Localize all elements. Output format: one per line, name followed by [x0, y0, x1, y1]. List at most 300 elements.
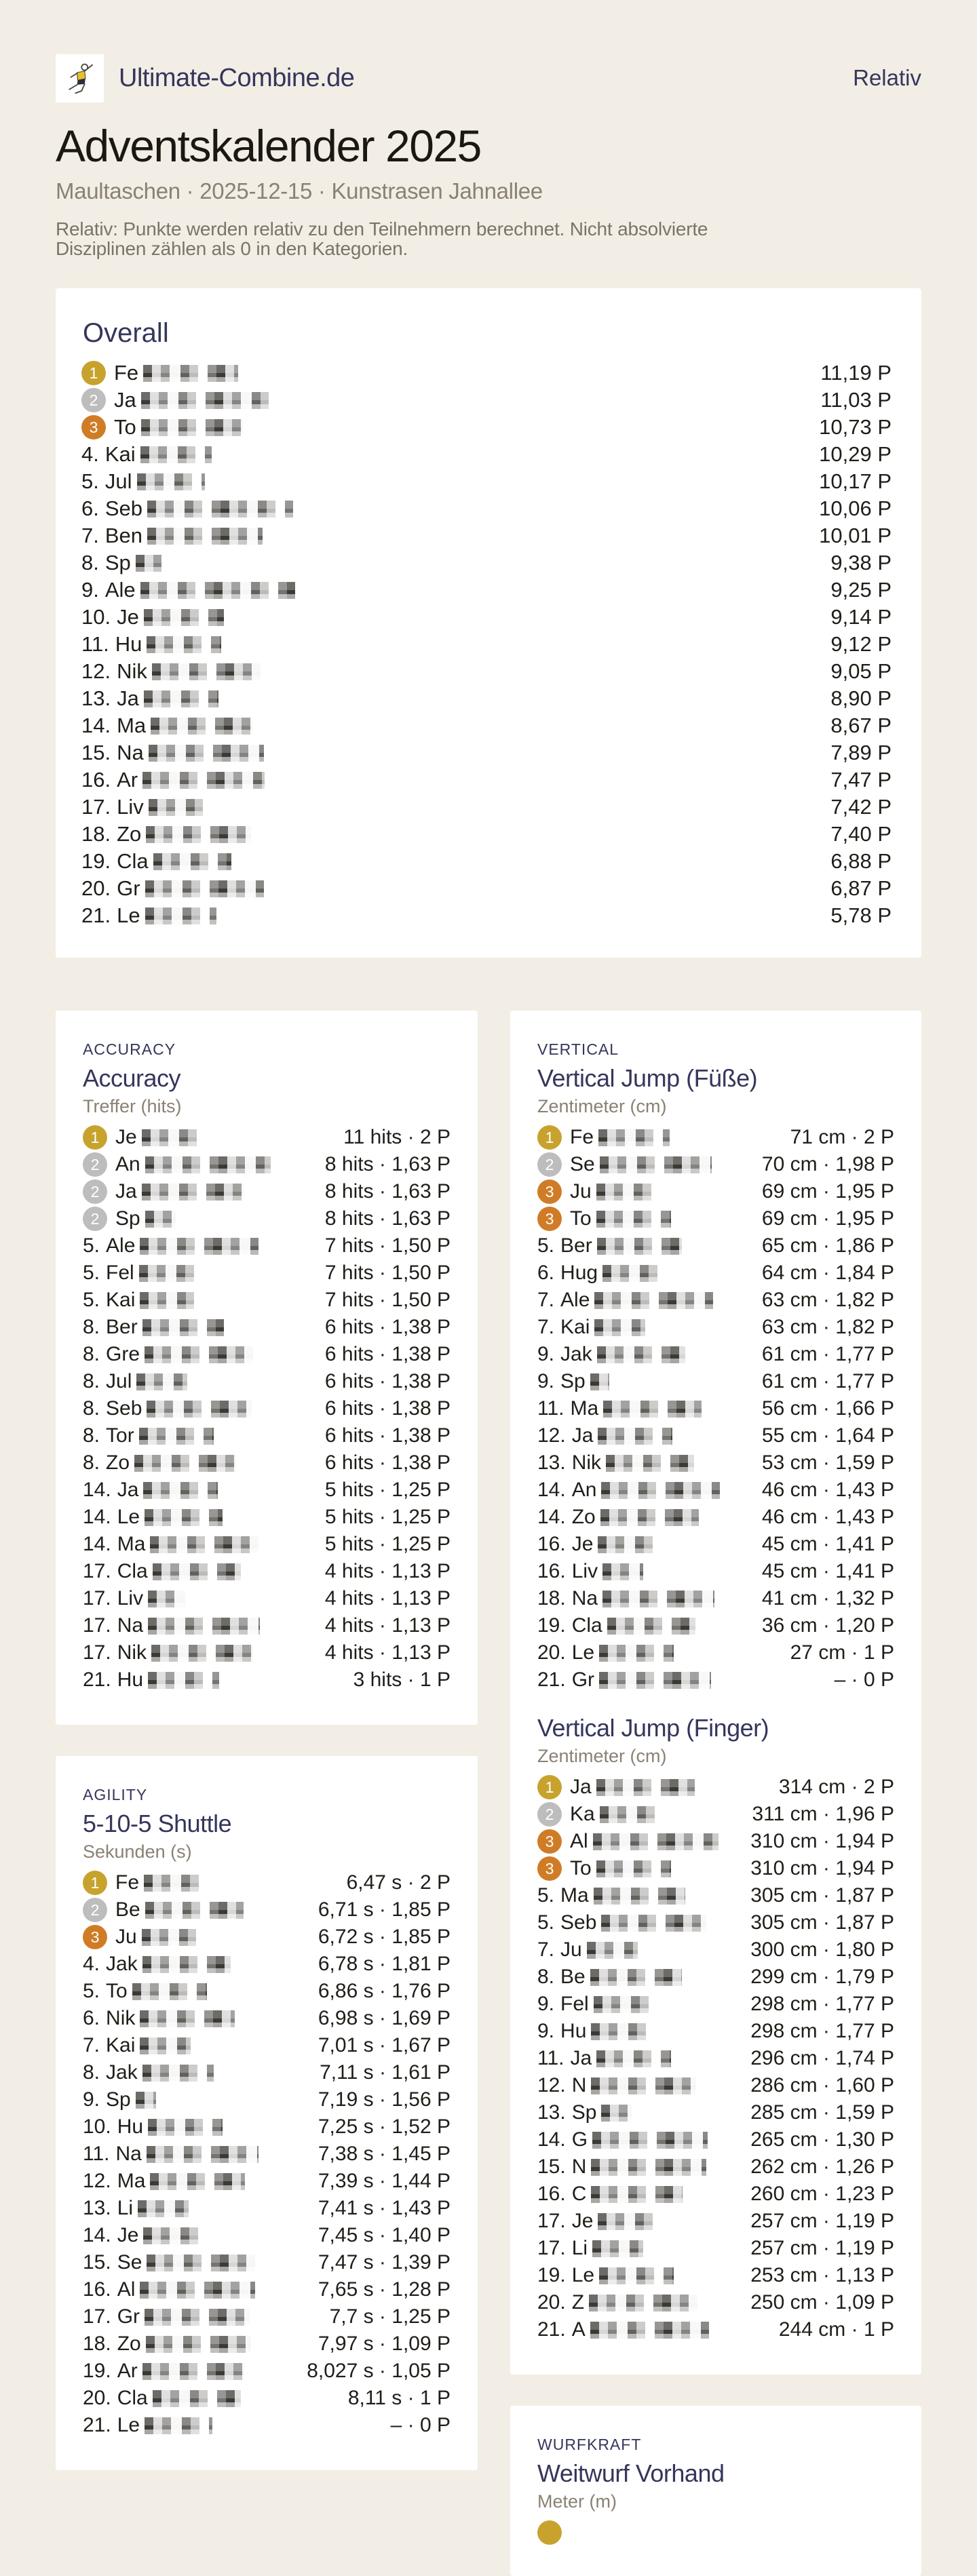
rank-badge-number: 1 — [545, 1128, 554, 1146]
rank-badge-number: 2 — [90, 1900, 100, 1919]
left-column — [56, 1011, 478, 2470]
leaderboard-row — [83, 2330, 451, 2358]
athlete-name-prefix: Je — [115, 1126, 137, 1149]
athlete-name-prefix: Zo — [117, 822, 142, 846]
athlete-name-prefix: Nik — [106, 2007, 136, 2030]
leaderboard-row — [81, 387, 892, 414]
result-value: 298 cm · 1,77 P — [750, 2020, 894, 2043]
rank-badge-number: 2 — [89, 391, 98, 409]
leaderboard-row — [83, 2222, 451, 2249]
athlete-name-prefix: Zo — [106, 1451, 130, 1475]
leaderboard-row — [81, 468, 892, 495]
rank-number: 7. — [537, 1316, 555, 1339]
rank-number: 8. — [83, 1424, 100, 1447]
rank-badge — [83, 1871, 107, 1895]
result-value: 310 cm · 1,94 P — [750, 1830, 894, 1853]
rank-number: 14. — [83, 2224, 111, 2247]
rank-number: 21. — [537, 1668, 566, 1692]
rank-badge — [83, 1152, 107, 1177]
rank-badge — [537, 1125, 562, 1150]
athlete-name-prefix: Z — [571, 2291, 585, 2314]
athlete-name-redacted — [151, 1645, 253, 1662]
rank-number: 16. — [83, 2278, 111, 2301]
athlete-name-prefix: Cla — [117, 1560, 148, 1583]
overall-list — [81, 359, 892, 929]
athlete-name-redacted — [150, 2173, 245, 2190]
result-value: 5 hits · 1,25 P — [324, 1479, 451, 1502]
athlete-name-prefix: Ma — [570, 1397, 599, 1420]
leaderboard-row — [81, 522, 892, 549]
athlete-name-redacted — [594, 1888, 685, 1905]
result-value: 63 cm · 1,82 P — [761, 1316, 894, 1339]
leaderboard-row — [537, 1801, 894, 1828]
rank-number: 12. — [537, 2074, 566, 2097]
leaderboard-row — [83, 1341, 451, 1368]
result-value: 298 cm · 1,77 P — [750, 1993, 894, 2016]
accuracy-title: Accuracy — [83, 1064, 181, 1093]
rank-number: 9. — [537, 2020, 555, 2043]
rank-badge-number: 2 — [90, 1209, 100, 1228]
result-value: 8 hits · 1,63 P — [324, 1207, 451, 1230]
athlete-name-redacted — [596, 1211, 671, 1228]
result-value: 8,11 s · 1 P — [347, 2387, 451, 2410]
rank-number: 14. — [83, 1506, 111, 1529]
rank-number: 8. — [83, 1397, 100, 1420]
athlete-name-redacted — [144, 690, 218, 707]
rank-badge-number: 3 — [90, 1928, 100, 1946]
mode-toggle-relativ[interactable]: Relativ — [853, 65, 921, 90]
leaderboard-row — [83, 1639, 451, 1666]
leaderboard-row — [537, 1585, 894, 1612]
athlete-name-prefix: Kai — [104, 442, 136, 467]
rank-badge — [81, 415, 106, 440]
athlete-name-prefix: Ja — [114, 388, 136, 412]
rank-number: 8. — [537, 1966, 555, 1989]
jumping-athlete-logo-icon — [56, 54, 104, 102]
result-value: 7,7 s · 1,25 P — [329, 2305, 451, 2328]
athlete-name-prefix: Le — [117, 1506, 140, 1529]
leaderboard-row — [83, 2141, 451, 2168]
leaderboard-row — [537, 1531, 894, 1558]
athlete-name-redacted — [598, 1129, 670, 1146]
leaderboard-row — [81, 577, 892, 604]
leaderboard-row — [537, 1504, 894, 1531]
athlete-name-prefix: A — [571, 2318, 586, 2341]
rank-badge-number: 3 — [545, 1209, 554, 1228]
athlete-name-redacted — [594, 1996, 651, 2013]
athlete-name-prefix: Liv — [117, 795, 144, 819]
athlete-name-redacted — [145, 880, 264, 897]
athlete-name-redacted — [142, 2065, 214, 2082]
athlete-name-prefix: To — [106, 1980, 128, 2003]
result-value: 11,03 P — [820, 388, 892, 412]
leaderboard-row — [83, 1951, 451, 1978]
athlete-name-redacted — [596, 1860, 671, 1877]
leaderboard-row — [81, 848, 892, 875]
athlete-name-redacted — [599, 1645, 674, 1662]
athlete-name-redacted — [601, 1482, 720, 1499]
result-value: 61 cm · 1,77 P — [761, 1370, 894, 1393]
rank-badge-number: 2 — [90, 1182, 100, 1201]
rank-number: 16. — [81, 768, 111, 792]
page-title: Adventskalender 2025 — [56, 121, 481, 171]
result-value: 8 hits · 1,63 P — [324, 1153, 451, 1176]
accuracy-list — [83, 1124, 451, 1694]
result-value: 305 cm · 1,87 P — [750, 1911, 894, 1934]
rank-badge — [83, 1898, 107, 1922]
rank-number: 21. — [83, 2414, 111, 2437]
athlete-name-redacted — [145, 1156, 271, 1173]
athlete-name-prefix: Jak — [106, 2061, 138, 2084]
result-value: 8,67 P — [830, 714, 892, 738]
leaderboard-row — [537, 1855, 894, 1882]
vertical-finger-section — [537, 1714, 894, 2343]
leaderboard-row — [537, 1882, 894, 1909]
rank-number: 14. — [83, 1533, 111, 1556]
result-value: 257 cm · 1,19 P — [750, 2210, 894, 2233]
athlete-name-redacted — [139, 1428, 214, 1445]
athlete-name-redacted — [137, 473, 205, 490]
rank-number: 8. — [83, 1370, 100, 1393]
rank-number: 4. — [83, 1953, 100, 1976]
result-value: 4 hits · 1,13 P — [324, 1614, 451, 1637]
result-value: 10,73 P — [819, 415, 892, 440]
result-value: 69 cm · 1,95 P — [761, 1207, 894, 1230]
leaderboard-row — [83, 2385, 451, 2412]
athlete-name-prefix: Fe — [115, 1871, 140, 1894]
mode-description — [56, 219, 921, 258]
leaderboard-row — [537, 1151, 894, 1178]
athlete-name-redacted — [601, 1915, 706, 1932]
athlete-name-redacted — [142, 1184, 244, 1201]
leaderboard-row — [537, 1422, 894, 1449]
rank-number: 8. — [83, 1451, 100, 1475]
leaderboard-row — [537, 2181, 894, 2208]
leaderboard-row — [83, 2113, 451, 2141]
result-value: 6,87 P — [830, 876, 892, 901]
result-value: 285 cm · 1,59 P — [750, 2101, 894, 2124]
athlete-name-prefix: Ben — [104, 524, 143, 548]
athlete-name-prefix: Je — [117, 605, 139, 629]
athlete-name-prefix: An — [571, 1479, 597, 1502]
athlete-name-redacted — [596, 1184, 654, 1201]
athlete-name-prefix: Le — [117, 2414, 140, 2437]
athlete-name-prefix: G — [571, 2128, 588, 2151]
result-value: 7,11 s · 1,61 P — [320, 2061, 451, 2084]
vertical-eyebrow: VERTICAL — [537, 1040, 619, 1059]
rank-badge — [537, 1207, 562, 1231]
rank-number: 20. — [83, 2387, 111, 2410]
rank-number: 10. — [83, 2115, 111, 2139]
leaderboard-row — [537, 1314, 894, 1341]
athlete-name-redacted — [597, 1346, 685, 1363]
athlete-name-prefix: Le — [571, 1641, 595, 1664]
athlete-name-redacted — [145, 1509, 223, 1526]
rank-number: 12. — [537, 1424, 566, 1447]
leaderboard-row — [81, 794, 892, 821]
accuracy-unit-label: Treffer (hits) — [83, 1096, 182, 1117]
athlete-name-prefix: Ja — [117, 1479, 139, 1502]
agility-title: 5-10-5 Shuttle — [83, 1810, 232, 1838]
vertical-card — [510, 1011, 921, 2375]
leaderboard-row — [537, 2208, 894, 2235]
leaderboard-row — [537, 1991, 894, 2018]
athlete-name-redacted — [598, 2213, 662, 2230]
leaderboard-row — [83, 2032, 451, 2059]
rank-number: 5. — [537, 1911, 555, 1934]
leaderboard-row — [83, 1449, 451, 1477]
athlete-name-prefix: Be — [560, 1966, 586, 1989]
header — [56, 0, 921, 102]
athlete-name-prefix: Jul — [106, 1370, 132, 1393]
rank-number: 17. — [83, 1614, 111, 1637]
leaderboard-row — [83, 2005, 451, 2032]
result-value: 7,40 P — [830, 822, 892, 846]
rank-number: 5. — [83, 1234, 100, 1257]
result-value: 9,05 P — [830, 659, 892, 684]
agility-list — [83, 1869, 451, 2439]
leaderboard-row — [81, 902, 892, 929]
result-value: 10,01 P — [819, 524, 892, 548]
rank-number: 15. — [81, 741, 111, 765]
leaderboard-row — [83, 2059, 451, 2086]
leaderboard-row — [537, 1395, 894, 1422]
leaderboard-row — [537, 2262, 894, 2289]
rank-badge — [81, 361, 106, 385]
athlete-name-redacted — [151, 718, 252, 735]
athlete-name-redacted — [153, 1563, 241, 1580]
leaderboard-row — [83, 1232, 451, 1260]
result-value: 5,78 P — [830, 903, 892, 928]
athlete-name-redacted — [140, 2282, 255, 2299]
result-value: 65 cm · 1,86 P — [761, 1234, 894, 1257]
result-value: 305 cm · 1,87 P — [750, 1884, 894, 1907]
leaderboard-row — [537, 1178, 894, 1205]
athlete-name-prefix: Ale — [104, 578, 136, 602]
leaderboard-row — [83, 1422, 451, 1449]
athlete-name-redacted — [598, 1536, 659, 1553]
leaderboard-row — [81, 414, 892, 441]
result-value: 6 hits · 1,38 P — [324, 1343, 451, 1366]
leaderboard-row — [537, 2126, 894, 2153]
rank-number: 6. — [83, 2007, 100, 2030]
result-value: 4 hits · 1,13 P — [324, 1587, 451, 1610]
accuracy-card — [56, 1011, 478, 1725]
athlete-name-prefix: Zo — [571, 1506, 596, 1529]
leaderboard-row — [83, 1869, 451, 1896]
rank-badge — [83, 1125, 107, 1150]
result-value: 69 cm · 1,95 P — [761, 1180, 894, 1203]
rank-number: 18. — [537, 1587, 566, 1610]
athlete-name-redacted — [146, 2336, 251, 2353]
rank-number: 9. — [537, 1343, 555, 1366]
athlete-name-redacted — [603, 1401, 702, 1418]
result-value: 56 cm · 1,66 P — [761, 1397, 894, 1420]
athlete-name-redacted — [140, 582, 295, 599]
leaderboard-row — [537, 1964, 894, 1991]
rank-badge — [537, 1152, 562, 1177]
result-value: 265 cm · 1,30 P — [750, 2128, 894, 2151]
athlete-name-prefix: Hug — [560, 1262, 598, 1285]
athlete-name-prefix: Sp — [115, 1207, 140, 1230]
leaderboard-row — [83, 1124, 451, 1151]
athlete-name-prefix: Na — [571, 1587, 598, 1610]
result-value: 9,25 P — [830, 578, 892, 602]
athlete-name-prefix: Ka — [570, 1803, 595, 1826]
leaderboard-row — [83, 1151, 451, 1178]
leaderboard-row — [83, 1477, 451, 1504]
result-value: 8,027 s · 1,05 P — [307, 2360, 451, 2383]
leaderboard-row — [83, 1314, 451, 1341]
result-value: 46 cm · 1,43 P — [761, 1479, 894, 1502]
leaderboard-row — [537, 1205, 894, 1232]
athlete-name-prefix: An — [115, 1153, 140, 1176]
athlete-name-redacted — [147, 2146, 258, 2163]
vertical-finger-unit-label: Zentimeter (cm) — [537, 1746, 667, 1767]
athlete-name-prefix: Fe — [114, 361, 139, 385]
result-value: 6 hits · 1,38 P — [324, 1370, 451, 1393]
overall-title: Overall — [83, 318, 169, 349]
result-value: 7,65 s · 1,28 P — [318, 2278, 451, 2301]
rank-badge-number: 1 — [90, 1873, 100, 1892]
athlete-name-redacted — [596, 1779, 695, 1796]
result-value: 6 hits · 1,38 P — [324, 1316, 451, 1339]
athlete-name-prefix: Se — [570, 1153, 595, 1176]
athlete-name-prefix: Seb — [106, 1397, 142, 1420]
leaderboard-row — [81, 441, 892, 468]
rank-number: 5. — [81, 469, 99, 494]
rank-number: 17. — [537, 2237, 566, 2260]
leaderboard-row — [83, 2168, 451, 2195]
rank-number: 13. — [537, 2101, 566, 2124]
agility-unit-label: Sekunden (s) — [83, 1841, 192, 1862]
athlete-name-redacted — [600, 1509, 699, 1526]
rank-badge-number: 3 — [545, 1832, 554, 1850]
result-value: 7,19 s · 1,56 P — [318, 2088, 451, 2111]
athlete-name-redacted — [592, 2132, 708, 2149]
event-subtitle: Maultaschen · 2025-12-15 · Kunstrasen Jahnallee — [56, 178, 543, 203]
leaderboard-row — [81, 549, 892, 577]
athlete-name-redacted — [147, 636, 221, 653]
athlete-name-prefix: Ma — [560, 1884, 589, 1907]
rank-number: 19. — [83, 2360, 111, 2383]
result-value: 244 cm · 1 P — [778, 2318, 894, 2341]
rank-badge — [537, 1802, 562, 1827]
rank-number: 17. — [83, 1641, 111, 1664]
athlete-name-redacted — [599, 1672, 711, 1689]
mode-description-line1: Relativ: Punkte werden relativ zu den Teilnehmern berechnet. Nicht absolvierte — [56, 218, 708, 239]
result-value: 9,38 P — [830, 551, 892, 575]
athlete-name-prefix: Al — [117, 2278, 136, 2301]
result-value: 299 cm · 1,79 P — [750, 1966, 894, 1989]
athlete-name-prefix: Ju — [560, 1938, 582, 1962]
result-value: 6 hits · 1,38 P — [324, 1424, 451, 1447]
athlete-name-redacted — [599, 2267, 674, 2284]
rank-number: 16. — [537, 1560, 566, 1583]
rank-number: 6. — [81, 496, 99, 521]
result-value: 10,29 P — [819, 442, 892, 467]
athlete-name-redacted — [143, 365, 238, 382]
rank-number: 10. — [81, 605, 111, 629]
rank-number: 9. — [537, 1370, 555, 1393]
athlete-name-prefix: Cla — [117, 2387, 148, 2410]
athlete-name-redacted — [600, 1806, 661, 1823]
athlete-name-redacted — [591, 2186, 683, 2203]
athlete-name-redacted — [590, 1373, 609, 1390]
rank-number: 8. — [83, 2061, 100, 2084]
athlete-name-prefix: Jak — [560, 1343, 592, 1366]
leaderboard-row — [83, 1395, 451, 1422]
rank-badge-number: 1 — [545, 1778, 554, 1796]
athlete-name-redacted — [148, 1591, 185, 1607]
rank-number: 12. — [83, 2170, 111, 2193]
athlete-name-redacted — [149, 745, 264, 762]
rank-number: 5. — [83, 1289, 100, 1312]
result-value: 10,06 P — [819, 496, 892, 521]
rank-number: 14. — [81, 714, 111, 738]
rank-number: 5. — [537, 1234, 555, 1257]
right-column — [510, 1011, 921, 2576]
athlete-name-prefix: Cla — [117, 849, 149, 874]
rank-badge — [83, 1179, 107, 1204]
athlete-name-prefix: Je — [571, 2210, 594, 2233]
athlete-name-redacted — [132, 1983, 207, 2000]
result-value: 6,47 s · 2 P — [346, 1871, 451, 1894]
rank-number: 13. — [81, 686, 111, 711]
athlete-name-redacted — [150, 1536, 258, 1553]
rank-number: 21. — [83, 1668, 111, 1692]
result-value: 36 cm · 1,20 P — [761, 1614, 894, 1637]
rank-badge-number: 3 — [89, 418, 98, 436]
leaderboard-row — [83, 1504, 451, 1531]
athlete-name-redacted — [600, 1156, 712, 1173]
agility-eyebrow: AGILITY — [83, 1786, 148, 1804]
result-value: 296 cm · 1,74 P — [750, 2047, 894, 2070]
rank-number: 5. — [83, 1980, 100, 2003]
rank-number: 5. — [537, 1884, 555, 1907]
rank-badge-number: 2 — [545, 1155, 554, 1173]
overall-card — [56, 288, 921, 958]
leaderboard-row — [537, 1909, 894, 1936]
athlete-name-redacted — [145, 1346, 253, 1363]
vertical-finger-list — [537, 1774, 894, 2343]
athlete-name-prefix: Kai — [106, 1289, 136, 1312]
athlete-name-prefix: Fel — [560, 1993, 589, 2016]
athlete-name-prefix: Hu — [117, 1668, 144, 1692]
leaderboard-row — [537, 1774, 894, 1801]
leaderboard-row — [83, 1558, 451, 1585]
result-value: 11,19 P — [820, 361, 892, 385]
result-value: 10,17 P — [819, 469, 892, 494]
rank-badge — [537, 1775, 562, 1799]
result-value: 64 cm · 1,84 P — [761, 1262, 894, 1285]
athlete-name-prefix: Je — [117, 2224, 139, 2247]
rank-number: 11. — [537, 1397, 564, 1420]
rank-number: 14. — [537, 1479, 566, 1502]
leaderboard-row — [83, 2249, 451, 2276]
athlete-name-prefix: Se — [117, 2251, 142, 2274]
athlete-name-prefix: Fel — [106, 1262, 134, 1285]
athlete-name-redacted — [602, 1563, 643, 1580]
rank-number: 9. — [81, 578, 99, 602]
rank-number: 19. — [537, 1614, 566, 1637]
athlete-name-prefix: Ar — [117, 2360, 138, 2383]
athlete-name-prefix: Nik — [571, 1451, 602, 1475]
rank-number: 18. — [81, 822, 111, 846]
brand[interactable] — [56, 54, 354, 102]
leaderboard-row — [537, 2153, 894, 2181]
result-value: 300 cm · 1,80 P — [750, 1938, 894, 1962]
